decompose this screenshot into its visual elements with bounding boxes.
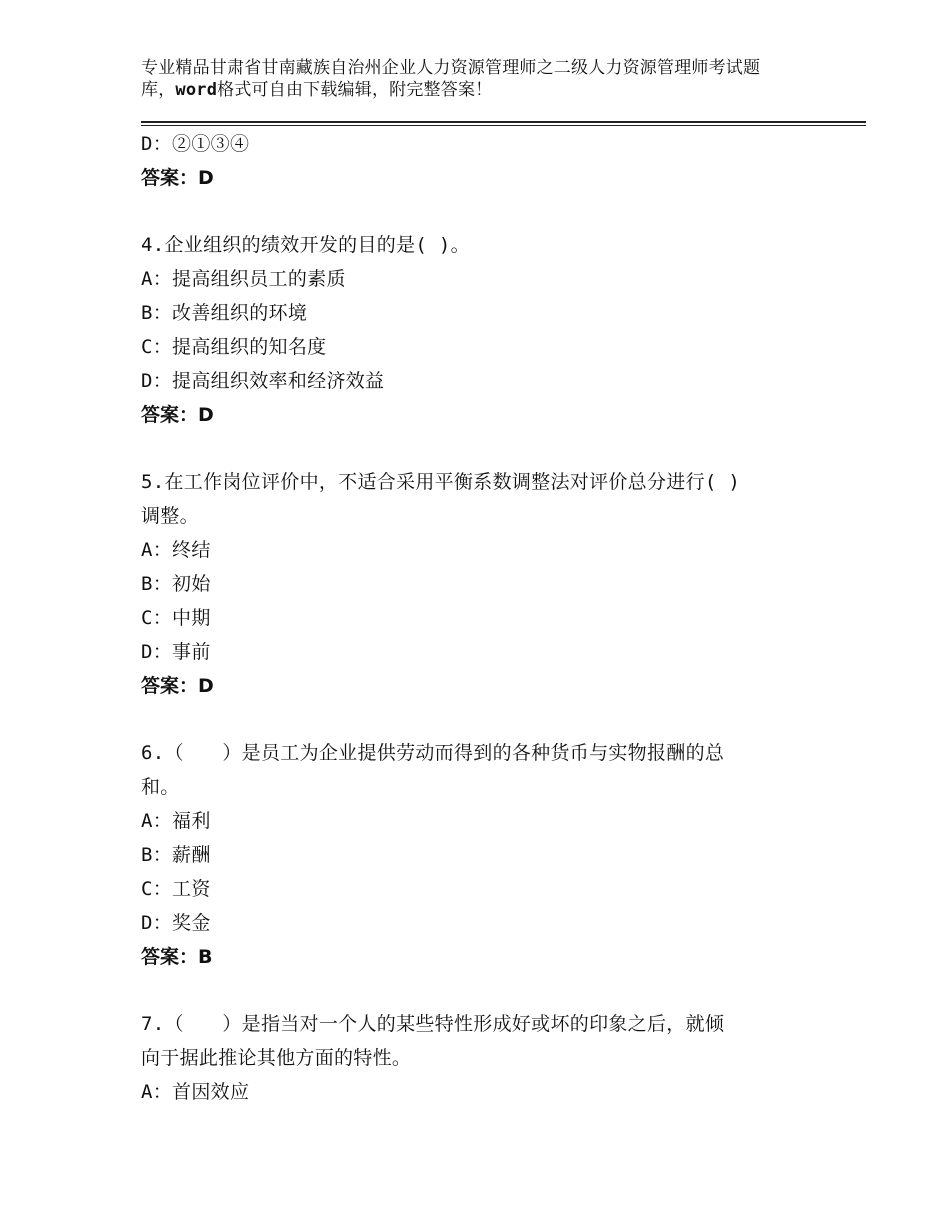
option-c: C：中期	[141, 607, 211, 629]
option-c: C：工资	[141, 878, 211, 900]
question-stem: 7.（ ）是指当对一个人的某些特性形成好或坏的印象之后，就倾	[141, 1013, 725, 1035]
header-title-line-2	[141, 79, 831, 101]
header-divider-thick	[141, 121, 866, 123]
answer: 答案：D	[141, 167, 214, 189]
question-content	[141, 127, 821, 1109]
question-4	[141, 228, 821, 432]
question-stem: 5.在工作岗位评价中，不适合采用平衡系数调整法对评价总分进行( )	[141, 471, 741, 493]
answer: 答案：D	[141, 675, 214, 697]
option-d: D：提高组织效率和经济效益	[141, 370, 385, 392]
option-a: A：提高组织员工的素质	[141, 268, 346, 290]
option-c: C：提高组织的知名度	[141, 336, 327, 358]
question-stem-continued: 向于据此推论其他方面的特性。	[141, 1047, 412, 1069]
header-text: 库，	[141, 80, 176, 100]
option-a: A：福利	[141, 810, 211, 832]
option-d: D：②①③④	[141, 133, 250, 155]
header-text: 格式可自由下载编辑，附完整答案！	[217, 80, 493, 100]
option-d: D：奖金	[141, 912, 211, 934]
question-stem-continued: 调整。	[141, 505, 199, 527]
answer: 答案：B	[141, 946, 213, 968]
header-word-text: word	[175, 80, 218, 100]
option-a: A：首因效应	[141, 1081, 250, 1103]
header-divider-thin	[141, 125, 866, 126]
question-stem: 6.（ ）是员工为企业提供劳动而得到的各种货币与实物报酬的总	[141, 742, 725, 764]
option-b: B：改善组织的环境	[141, 302, 308, 324]
header-title-line-1: 专业精品甘肃省甘南藏族自治州企业人力资源管理师之二级人力资源管理师考试题	[141, 58, 761, 78]
question-6	[141, 736, 821, 974]
option-a: A：终结	[141, 539, 211, 561]
option-b: B：薪酬	[141, 844, 211, 866]
document-header	[141, 57, 831, 101]
option-b: B：初始	[141, 573, 211, 595]
question-7	[141, 1007, 821, 1109]
question-stem-continued: 和。	[141, 776, 180, 798]
option-d: D：事前	[141, 641, 211, 663]
question-stem: 4.企业组织的绩效开发的目的是( )。	[141, 234, 470, 256]
answer: 答案：D	[141, 404, 214, 426]
question-5	[141, 465, 821, 703]
